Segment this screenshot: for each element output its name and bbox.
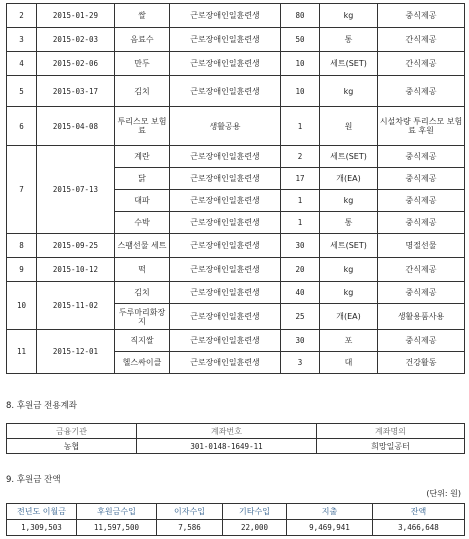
item-no: 3 (7, 28, 37, 52)
balance-donation: 11,597,500 (77, 520, 157, 536)
balance-other: 22,000 (223, 520, 287, 536)
balance-header-remaining: 잔액 (373, 504, 465, 520)
item-name: 닭 (115, 168, 170, 190)
balance-header-interest: 이자수입 (157, 504, 223, 520)
item-no: 4 (7, 52, 37, 76)
table-row (7, 4, 465, 28)
item-use: 중식제공 (378, 76, 465, 107)
table-row (7, 282, 465, 304)
item-qty: 30 (281, 234, 320, 258)
balance-expense: 9,469,941 (287, 520, 373, 536)
item-use: 중식제공 (378, 168, 465, 190)
balance-remaining: 3,466,648 (373, 520, 465, 536)
donation-items-table (6, 3, 465, 374)
item-use: 간식제공 (378, 258, 465, 282)
item-recipient: 근로장애인일휸련생 (170, 330, 281, 352)
item-date: 2015-11-02 (37, 282, 115, 330)
item-name: 대파 (115, 190, 170, 212)
item-qty: 10 (281, 52, 320, 76)
balance-section-title: 9. 후원금 잔액 (6, 475, 61, 485)
item-name: 만두 (115, 52, 170, 76)
table-row (7, 258, 465, 282)
item-recipient: 근로장애인일휸련생 (170, 190, 281, 212)
item-name: 수박 (115, 212, 170, 234)
item-unit: 세트(SET) (320, 146, 378, 168)
balance-header-other: 기타수입 (223, 504, 287, 520)
item-qty: 1 (281, 190, 320, 212)
item-name: 직지쌀 (115, 330, 170, 352)
item-qty: 25 (281, 304, 320, 330)
balance-table (6, 503, 465, 536)
item-date: 2015-02-03 (37, 28, 115, 52)
table-row (7, 107, 465, 146)
item-no: 5 (7, 76, 37, 107)
item-date: 2015-01-29 (37, 4, 115, 28)
item-name: 떡 (115, 258, 170, 282)
item-qty: 20 (281, 258, 320, 282)
item-date: 2015-10-12 (37, 258, 115, 282)
item-qty: 1 (281, 107, 320, 146)
item-date: 2015-12-01 (37, 330, 115, 374)
item-use: 간식제공 (378, 28, 465, 52)
item-use: 건강활동 (378, 352, 465, 374)
table-row (7, 424, 465, 439)
item-name: 김치 (115, 282, 170, 304)
item-use: 명절선물 (378, 234, 465, 258)
item-unit: kg (320, 76, 378, 107)
item-unit: 개(EA) (320, 168, 378, 190)
item-date: 2015-03-17 (37, 76, 115, 107)
account-holder: 희망일공터 (317, 439, 465, 454)
item-unit: 개(EA) (320, 304, 378, 330)
item-name: 스팸선물 세트 (115, 234, 170, 258)
item-use: 중식제공 (378, 190, 465, 212)
item-unit: 통 (320, 212, 378, 234)
unit-label: (단위: 원) (426, 489, 461, 498)
account-header-holder: 계좌명의 (317, 424, 465, 439)
item-use: 중식제공 (378, 212, 465, 234)
item-recipient: 근로장애인일휸련생 (170, 28, 281, 52)
item-recipient: 근로장애인일휸련생 (170, 234, 281, 258)
item-qty: 3 (281, 352, 320, 374)
item-qty: 50 (281, 28, 320, 52)
item-unit: 통 (320, 28, 378, 52)
item-name: 투리스모 보험료 (115, 107, 170, 146)
item-name: 헬스싸이클 (115, 352, 170, 374)
item-no: 11 (7, 330, 37, 374)
item-qty: 40 (281, 282, 320, 304)
item-unit: 대 (320, 352, 378, 374)
account-bank: 농협 (7, 439, 137, 454)
table-row (7, 146, 465, 168)
item-recipient: 생활공용 (170, 107, 281, 146)
item-name: 김치 (115, 76, 170, 107)
item-qty: 17 (281, 168, 320, 190)
account-number: 301-0148-1649-11 (137, 439, 317, 454)
item-date: 2015-09-25 (37, 234, 115, 258)
table-row (7, 76, 465, 107)
item-no: 10 (7, 282, 37, 330)
item-use: 중식제공 (378, 282, 465, 304)
item-recipient: 근로장애인일휸련생 (170, 76, 281, 107)
item-unit: kg (320, 282, 378, 304)
item-name: 음료수 (115, 28, 170, 52)
table-row (7, 330, 465, 352)
item-recipient: 근로장애인일휸련생 (170, 4, 281, 28)
item-name: 쌀 (115, 4, 170, 28)
item-use: 시설차량 투리스모 보험료 후원 (378, 107, 465, 146)
item-use: 중식제공 (378, 4, 465, 28)
balance-header-expense: 지출 (287, 504, 373, 520)
balance-header-donation: 후원금수입 (77, 504, 157, 520)
item-date: 2015-04-08 (37, 107, 115, 146)
item-recipient: 근로장애인일휸련생 (170, 146, 281, 168)
item-unit: kg (320, 190, 378, 212)
item-recipient: 근로장애인일휸련생 (170, 212, 281, 234)
table-row (7, 520, 465, 536)
account-header-bank: 금융기관 (7, 424, 137, 439)
item-date: 2015-07-13 (37, 146, 115, 234)
item-no: 7 (7, 146, 37, 234)
table-row (7, 504, 465, 520)
account-table (6, 423, 465, 454)
item-recipient: 근로장애인일휸련생 (170, 282, 281, 304)
table-row (7, 234, 465, 258)
item-recipient: 근로장애인일휸련생 (170, 168, 281, 190)
item-name: 두루마리화장지 (115, 304, 170, 330)
item-no: 8 (7, 234, 37, 258)
item-unit: 세트(SET) (320, 234, 378, 258)
item-unit: kg (320, 258, 378, 282)
item-unit: kg (320, 4, 378, 28)
item-no: 9 (7, 258, 37, 282)
balance-carryover: 1,309,503 (7, 520, 77, 536)
item-recipient: 근로장애인일휸련생 (170, 258, 281, 282)
item-unit: 세트(SET) (320, 52, 378, 76)
item-use: 중식제공 (378, 330, 465, 352)
item-qty: 10 (281, 76, 320, 107)
item-qty: 2 (281, 146, 320, 168)
balance-header-carryover: 전년도 이월금 (7, 504, 77, 520)
table-row (7, 439, 465, 454)
item-use: 생활용품사용 (378, 304, 465, 330)
item-qty: 80 (281, 4, 320, 28)
item-recipient: 근로장애인일휸련생 (170, 52, 281, 76)
item-name: 계란 (115, 146, 170, 168)
table-row (7, 28, 465, 52)
account-header-number: 계좌번호 (137, 424, 317, 439)
item-date: 2015-02-06 (37, 52, 115, 76)
item-unit: 원 (320, 107, 378, 146)
item-no: 6 (7, 107, 37, 146)
item-no: 2 (7, 4, 37, 28)
balance-interest: 7,586 (157, 520, 223, 536)
item-use: 중식제공 (378, 146, 465, 168)
item-use: 간식제공 (378, 52, 465, 76)
table-row (7, 52, 465, 76)
item-unit: 포 (320, 330, 378, 352)
item-recipient: 근로장애인일휸련생 (170, 304, 281, 330)
item-qty: 1 (281, 212, 320, 234)
item-recipient: 근로장애인일휸련생 (170, 352, 281, 374)
account-section-title: 8. 후원금 전용계좌 (6, 401, 77, 411)
item-qty: 30 (281, 330, 320, 352)
